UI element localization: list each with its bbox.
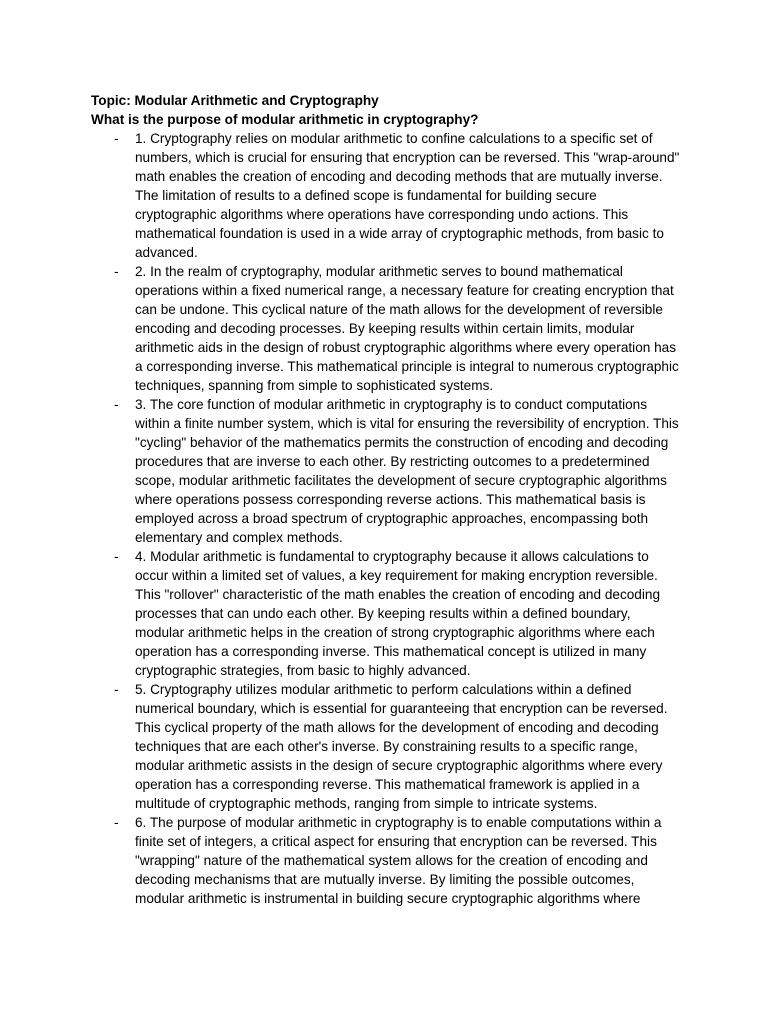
list-item bbox=[91, 129, 691, 262]
dash-bullet: - bbox=[114, 682, 119, 697]
list-item-text: 3. The core function of modular arithmetic in cryptography is to conduct computations within a finite number system, which is vital for ensuring the reversibility of encryption. This "cycling" behavior of the mathematics permits the construction of encoding and decoding procedures that are inverse to each other. By restricting outcomes to a predetermined scope, modular arithmetic facilitates the development of secure cryptographic algorithms where operations possess corresponding reverse actions. This mathematical basis is employed across a broad spectrum of cryptographic approaches, encompassing both elementary and complex methods. bbox=[135, 397, 679, 545]
list-item-text: 6. The purpose of modular arithmetic in cryptography is to enable computations within a finite set of integers, a critical aspect for ensuring that encryption can be reversed. This "wrapping" nature of the mathematical system allows for the creation of encoding and decoding mechanisms that are mutually inverse. By limiting the possible outcomes, modular arithmetic is instrumental in building secure cryptographic algorithms where bbox=[135, 815, 662, 906]
topic-heading: Topic: Modular Arithmetic and Cryptography bbox=[91, 93, 379, 108]
list-item bbox=[91, 680, 691, 813]
list-item bbox=[91, 395, 691, 547]
dash-bullet: - bbox=[114, 131, 119, 146]
list-item-text: 5. Cryptography utilizes modular arithmetic to perform calculations within a defined numerical boundary, which is essential for guaranteeing that encryption can be reversed. This cyclical property of the math allows for the development of encoding and decoding techniques that are each other's inverse. By constraining results to a specific range, modular arithmetic assists in the design of secure cryptographic algorithms where every operation has a corresponding reverse. This mathematical framework is applied in a multitude of cryptographic methods, ranging from simple to intricate systems. bbox=[135, 682, 668, 811]
list-item-text: 2. In the realm of cryptography, modular arithmetic serves to bound mathematical operations within a fixed numerical range, a necessary feature for creating encryption that can be undone. This cyclical nature of the math allows for the development of reversible encoding and decoding processes. By keeping results within certain limits, modular arithmetic aids in the design of robust cryptographic algorithms where every operation has a corresponding inverse. This mathematical principle is integral to numerous cryptographic techniques, spanning from simple to sophisticated systems. bbox=[135, 264, 679, 393]
answer-list bbox=[91, 129, 691, 908]
dash-bullet: - bbox=[114, 264, 119, 279]
dash-bullet: - bbox=[114, 549, 119, 564]
dash-bullet: - bbox=[114, 815, 119, 830]
list-item bbox=[91, 547, 691, 680]
list-item bbox=[91, 262, 691, 395]
question-heading: What is the purpose of modular arithmetic in cryptography? bbox=[91, 112, 479, 127]
dash-bullet: - bbox=[114, 397, 119, 412]
list-item-text: 1. Cryptography relies on modular arithmetic to confine calculations to a specific set of numbers, which is crucial for ensuring that encryption can be reversed. This "wrap-around" math enables the creation of encoding and decoding methods that are mutually inverse. The limitation of results to a defined scope is fundamental for building secure cryptographic algorithms where operations have corresponding undo actions. This mathematical foundation is used in a wide array of cryptographic methods, from basic to advanced. bbox=[135, 131, 680, 260]
list-item-text: 4. Modular arithmetic is fundamental to cryptography because it allows calculations to occur within a limited set of values, a key requirement for making encryption reversible. This "rollover" characteristic of the math enables the creation of encoding and decoding processes that can undo each other. By keeping results within a defined boundary, modular arithmetic helps in the creation of strong cryptographic algorithms where each operation has a corresponding inverse. This mathematical concept is utilized in many cryptographic strategies, from basic to highly advanced. bbox=[135, 549, 661, 678]
document-body bbox=[91, 91, 691, 908]
list-item bbox=[91, 813, 691, 908]
